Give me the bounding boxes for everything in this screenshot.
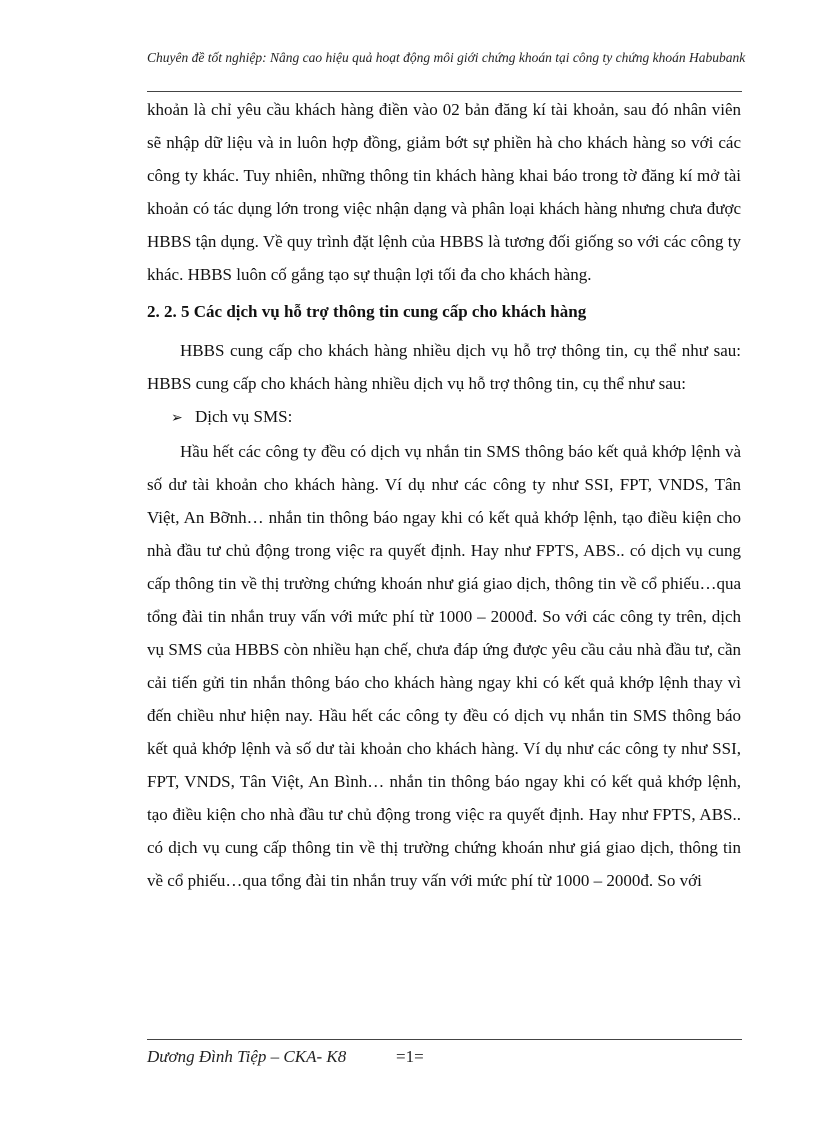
- paragraph-sms-service: Hầu hết các công ty đều có dịch vụ nhắn tin SMS thông báo kết quả khớp lệnh và số dư tài khoản cho khách hàng. Ví dụ như các công ty như SSI, FPT, VNDS, Tân Việt, An Bỡnh… nhắn tin thông báo ngay khi có kết quả khớp lệnh, tạo điều kiện cho nhà đầu tư chủ động trong việc ra quyết định. Hay như FPTS, ABS.. có dịch vụ cung cấp thông tin về thị trường chứng khoán như giá giao dịch, thông tin về cổ phiếu…qua tổng đài tin nhắn truy vấn với mức phí từ 1000 – 2000đ. So với các công ty trên, dịch vụ SMS của HBBS còn nhiều hạn chế, chưa đáp ứng được yêu cầu cảu nhà đầu tư, cần cải tiến gửi tin nhắn thông báo cho khách hàng ngay khi có kết quả khớp lệnh thay vì đến chiều như hiện nay. Hầu hết các công ty đều có dịch vụ nhắn tin SMS thông báo kết quả khớp lệnh và số dư tài khoản cho khách hàng. Ví dụ như các công ty như SSI, FPT, VNDS, Tân Việt, An Bình… nhắn tin thông báo ngay khi có kết quả khớp lệnh, tạo điều kiện cho nhà đầu tư chủ động trong việc ra quyết định. Hay như FPTS, ABS.. có dịch vụ cung cấp thông tin về thị trường chứng khoán như giá giao dịch, thông tin về cổ phiếu…qua tổng đài tin nhắn truy vấn với mức phí từ 1000 – 2000đ. So với: [147, 442, 741, 890]
- document-body: [147, 93, 741, 897]
- bullet-label: Dịch vụ SMS:: [195, 407, 293, 426]
- paragraph-account-opening: khoản là chỉ yêu cầu khách hàng điền vào 02 bản đăng kí tài khoản, sau đó nhân viên sẽ nhập dữ liệu và in luôn hợp đồng, giảm bớt sự phiền hà cho khách hàng so với các công ty khác. Tuy nhiên, những thông tin khách hàng khai báo trong tờ đăng kí mở tài khoản có tác dụng lớn trong việc nhận dạng và phân loại khách hàng nhưng chưa được HBBS tận dụng. Về quy trình đặt lệnh của HBBS là tương đối giống so với các công ty khác. HBBS luôn cố gắng tạo sự thuận lợi tối đa cho khách hàng.: [147, 100, 741, 284]
- footer-author: Dương Đình Tiệp – CKA- K8: [147, 1047, 347, 1066]
- header-divider: [147, 91, 742, 92]
- arrow-bullet-icon: ➢: [171, 411, 183, 426]
- bullet-item-sms: [147, 400, 741, 435]
- page-header: Chuyên đề tốt nghiệp: Nâng cao hiệu quả hoạt động môi giới chứng khoán tại công ty chứng khoán Habubank: [147, 50, 746, 65]
- section-heading: 2. 2. 5 Các dịch vụ hỗ trợ thông tin cung cấp cho khách hàng: [147, 302, 587, 321]
- paragraph-intro: HBBS cung cấp cho khách hàng nhiều dịch vụ hỗ trợ thông tin, cụ thể như sau: HBBS cung cấp cho khách hàng nhiều dịch vụ hỗ trợ thông tin, cụ thể như sau:: [147, 341, 741, 393]
- page-number: =1=: [396, 1047, 424, 1066]
- footer-divider: [147, 1039, 742, 1040]
